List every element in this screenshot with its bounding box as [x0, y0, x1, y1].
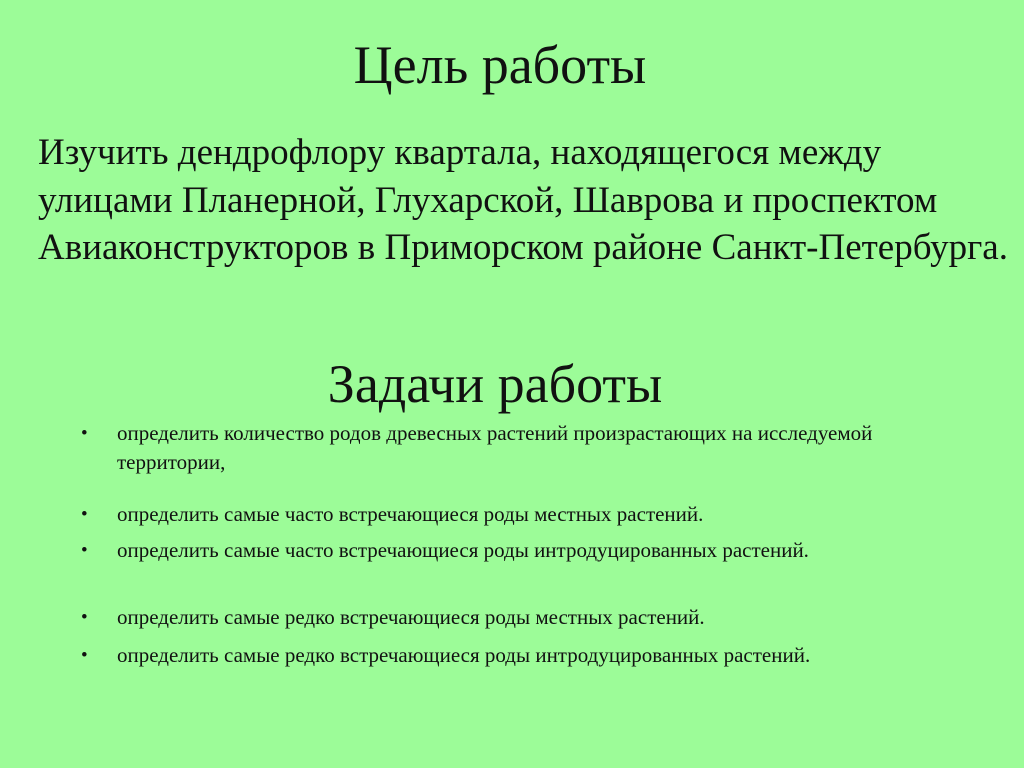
bullet-icon: • — [81, 423, 88, 444]
task-item — [81, 536, 917, 565]
bullet-icon: • — [81, 540, 88, 561]
goal-text: Изучить дендрофлору квартала, находящегося между улицами Планерной, Глухарской, Шаврова и проспектом Авиаконструкторов в Приморском районе Санкт-Петербурга. — [38, 132, 1008, 268]
task-text: определить самые часто встречающиеся роды местных растений. — [117, 502, 704, 526]
task-item — [81, 419, 917, 477]
goal-title: Цель работы — [353, 35, 647, 95]
task-text: определить самые редко встречающиеся роды местных растений. — [117, 605, 705, 629]
bullet-icon: • — [81, 645, 88, 666]
bullet-icon: • — [81, 607, 88, 628]
task-text: определить самые часто встречающиеся роды интродуцированных растений. — [117, 538, 809, 562]
task-item — [81, 641, 917, 670]
task-text: определить самые редко встречающиеся роды интродуцированных растений. — [117, 643, 811, 667]
tasks-title: Задачи работы — [327, 354, 663, 414]
task-text: определить количество родов древесных растений произрастающих на исследуемой территории, — [117, 421, 873, 474]
task-item — [81, 603, 917, 632]
bullet-icon: • — [81, 504, 88, 525]
task-item — [81, 500, 917, 529]
